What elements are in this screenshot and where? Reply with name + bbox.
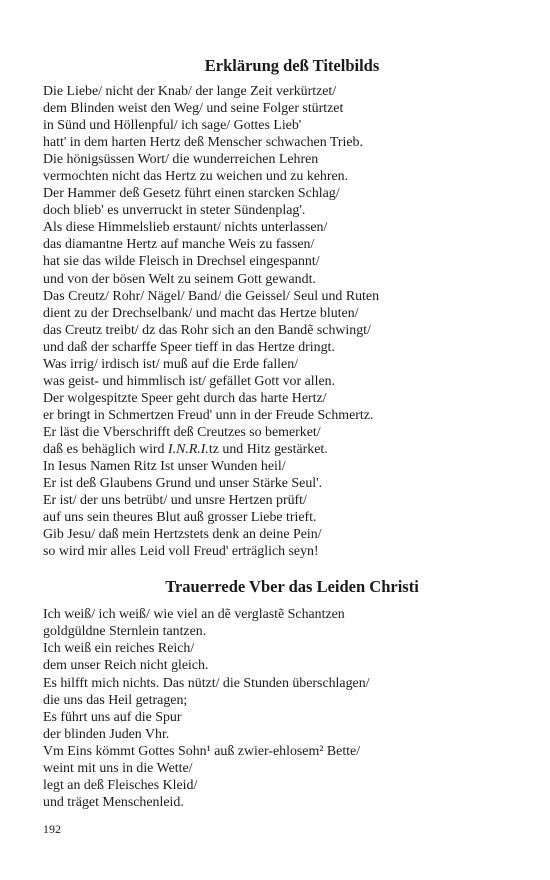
section-title-trauerrede: Trauerrede Vber das Leiden Christi: [165, 577, 419, 597]
verse-line: legt an deß Fleisches Kleid/: [43, 777, 198, 793]
verse-line: in Sünd und Höllenpful/ ich sage/ Gottes Lieb': [43, 118, 302, 134]
verse-line: die uns das Heil getragen;: [43, 692, 188, 708]
verse-line: Ich weiß/ ich weiß/ wie viel an dẽ verglastẽ Schantzen: [43, 607, 345, 623]
verse-line: hat sie das wilde Fleisch in Drechsel eingespannt/: [43, 254, 320, 270]
verse-line: Er ist/ der uns betrübt/ und unsre Hertzen prüft/: [43, 493, 307, 509]
verse-line: dem unser Reich nicht gleich.: [43, 658, 209, 674]
verse-line: goldgüldne Sternlein tantzen.: [43, 624, 207, 640]
verse-line: Als diese Himmelslieb erstaunt/ nichts unterlassen/: [43, 220, 328, 236]
verse-line: und daß der scharffe Speer tieff in das Hertze dringt.: [43, 339, 335, 355]
verse-line: Es führt uns auf die Spur: [43, 709, 182, 725]
verse-line: Der Hammer deß Gesetz führt einen starcken Schlag/: [43, 186, 340, 202]
poem-trauerrede: [43, 606, 513, 811]
verse-line: Die hönigsüssen Wort/ die wunderreichen Lehren: [43, 152, 319, 168]
verse-line: der blinden Juden Vhr.: [43, 726, 170, 742]
verse-line: und von der bösen Welt zu seinem Gott gewandt.: [43, 271, 316, 287]
verse-line: doch blieb' es unverruckt in steter Sündenplag'.: [43, 203, 306, 219]
verse-line: Der wolgespitzte Speer geht durch das harte Hertz/: [43, 390, 327, 406]
verse-line: so wird mir alles Leid voll Freud' erträglich seyn!: [43, 544, 319, 560]
verse-line: Das Creutz/ Rohr/ Nägel/ Band/ die Geissel/ Seul und Ruten: [43, 288, 380, 304]
page-number: 192: [43, 822, 61, 836]
page-body: [43, 55, 513, 811]
verse-line: vermochten nicht das Hertz zu weichen und zu kehren.: [43, 169, 349, 185]
verse-line: Ich weiß ein reiches Reich/: [43, 641, 195, 657]
verse-line: Es hilfft mich nichts. Das nützt/ die Stunden überschlagen/: [43, 675, 370, 691]
verse-line: hatt' in dem harten Hertz deß Menscher schwachen Trieb.: [43, 135, 363, 151]
verse-line: Vm Eins kömmt Gottes Sohn¹ auß zwier-ehlosem² Bette/: [43, 743, 361, 759]
verse-line: Er läst die Vberschrifft deß Creutzes so bemerket/: [43, 424, 321, 440]
poem-erklaerung: [43, 83, 513, 560]
verse-line: dem Blinden weist den Weg/ und seine Folger stürtzet: [43, 101, 344, 117]
verse-line: daß es behäglich wird I.N.R.I.tz und Hitz gestärket.: [43, 441, 328, 457]
verse-line: er bringt in Schmertzen Freud' unn in der Freude Schmertz.: [43, 407, 374, 423]
verse-line: weint mit uns in die Wette/: [43, 760, 193, 776]
verse-line: das Creutz treibt/ dz das Rohr sich an den Bandẽ schwingt/: [43, 322, 371, 338]
verse-line: Die Liebe/ nicht der Knab/ der lange Zeit verkürtzet/: [43, 84, 337, 99]
verse-line: Was irrig/ irdisch ist/ muß auf die Erde fallen/: [43, 356, 299, 372]
verse-line: auf uns sein theures Blut auß grosser Liebe trieft.: [43, 510, 317, 526]
verse-line: das diamantne Hertz auf manche Weis zu fassen/: [43, 237, 315, 253]
verse-line: was geist- und himmlisch ist/ gefället Gott vor allen.: [43, 373, 336, 389]
verse-line: Er ist deß Glaubens Grund und unser Stärke Seul'.: [43, 476, 323, 492]
verse-line: dient zu der Drechselbank/ und macht das Hertze bluten/: [43, 305, 359, 321]
verse-line: und träget Menschenleid.: [43, 794, 184, 810]
verse-line: In Iesus Namen Ritz Ist unser Wunden heil/: [43, 459, 286, 475]
verse-line: Gib Jesu/ daß mein Hertzstets denk an deine Pein/: [43, 527, 322, 543]
section-title-erklaerung: Erklärung deß Titelbilds: [204, 56, 380, 75]
